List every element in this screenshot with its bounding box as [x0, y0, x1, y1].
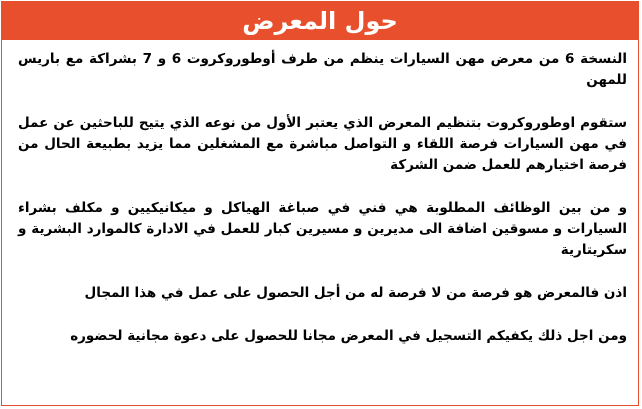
paragraph-edition: النسخة 6 من معرض مهن السيارات ينظم من طرف أوطوروكروت 6 و 7 بشراكة مع باريس للمهن: [18, 51, 627, 88]
paragraph-registration: ومن اجل ذلك يكفيكم التسجيل في المعرض مجانا للحصول على دعوة مجانية لحضوره: [70, 328, 627, 344]
paragraph-jobs: و من بين الوظائف المطلوبة هي فني في صباغة الهياكل و ميكانيكيين و مكلف بشراء السيارات و مسوقين اضافة الى مديرين و مسيرين كبار للعمل في الادارة كالموارد البشرية و سكريتارية: [18, 200, 627, 258]
paragraph-organizer: ستقوم اوطوروكروت بتنظيم المعرض الذي يعتبر الأول من نوعه الذي يتيح للباحثين عن عمل في مهن السيارات فرصة اللقاء و التواصل مباشرة مع المشغلين مما يزيد بطبيعة الحال من فرصة اختيارهم للعمل ضمن الشركة: [18, 115, 627, 173]
panel-title: حول المعرض: [242, 7, 398, 35]
panel-header: [2, 2, 638, 40]
about-exhibition-panel: [1, 1, 639, 406]
panel-content: [2, 40, 638, 347]
paragraph-opportunity: اذن فالمعرض هو فرصة من لا فرصة له من أجل الحصول على عمل في هذا المجال: [84, 285, 627, 301]
